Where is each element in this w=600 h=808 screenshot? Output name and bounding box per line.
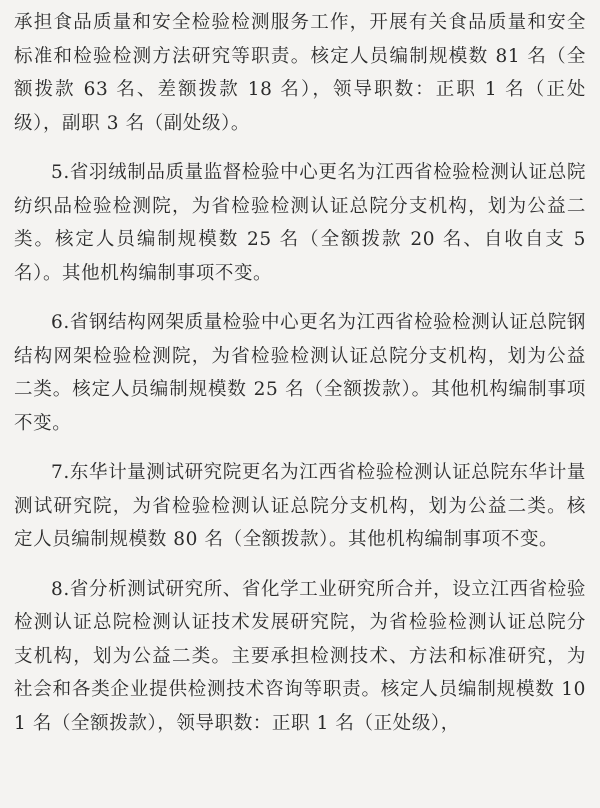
- paragraph-item-7: 7.东华计量测试研究院更名为江西省检验检测认证总院东华计量测试研究院，为省检验检测认证总院分支机构，划为公益二类。核定人员编制规模数 80 名（全额拨款）。其他机构编制事项不变。: [14, 462, 586, 550]
- paragraph-item-5: 5.省羽绒制品质量监督检验中心更名为江西省检验检测认证总院纺织品检验检测院，为省检验检测认证总院分支机构，划为公益二类。核定人员编制规模数 25 名（全额拨款 20 名、自收自支 5 名）。其他机构编制事项不变。: [14, 162, 586, 284]
- paragraph-item-8: 8.省分析测试研究所、省化学工业研究所合并，设立江西省检验检测认证总院检测认证技术发展研究院，为省检验检测认证总院分支机构，划为公益二类。主要承担检测技术、方法和标准研究，为社会和各类企业提供检测技术咨询等职责。核定人员编制规模数 101 名（全额拨款），领导职数：正职 1 名（正处级），: [14, 578, 586, 734]
- paragraph-continuation: 承担食品质量和安全检验检测服务工作，开展有关食品质量和安全标准和检验检测方法研究等职责。核定人员编制规模数 81 名（全额拨款 63 名、差额拨款 18 名），领导职数：正职 1 名（正处级），副职 3 名（副处级）。: [14, 12, 586, 134]
- paragraph-item-6: 6.省钢结构网架质量检验中心更名为江西省检验检测认证总院钢结构网架检验检测院，为省检验检测认证总院分支机构，划为公益二类。核定人员编制规模数 25 名（全额拨款）。其他机构编制事项不变。: [14, 312, 586, 434]
